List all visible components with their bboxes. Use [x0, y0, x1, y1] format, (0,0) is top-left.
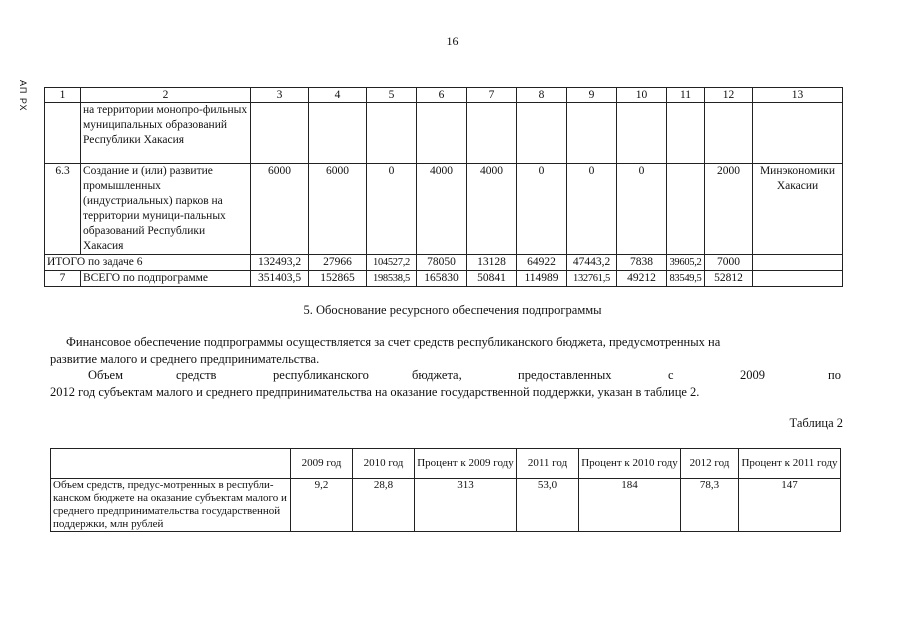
table-cell: 7838	[617, 255, 667, 271]
table-cell: 52812	[705, 271, 753, 287]
table-cell: 27966	[309, 255, 367, 271]
row-label: Объем средств, предус-мотренных в республи-канском бюджете на оказание субъектам малого и среднего предпринимательства государственной поддержки, млн рублей	[51, 479, 291, 532]
table-row-continuation	[45, 103, 843, 164]
col-number: 4	[309, 88, 367, 103]
page-number: 16	[446, 34, 459, 48]
col-number: 5	[367, 88, 417, 103]
continuation-text: на территории монопро-фильных муниципальных образований Республики Хакасия	[81, 103, 251, 164]
paragraph-2-word: 2009	[740, 368, 765, 382]
funding-volume-table	[50, 448, 841, 532]
table-cell: 53,0	[517, 479, 579, 532]
responsible-cell: Минэкономики Хакасии	[753, 164, 843, 255]
section-title: 5. Обоснование ресурсного обеспечения подпрограммы	[303, 303, 602, 317]
table-row-6-3	[45, 164, 843, 255]
table-cell: 4000	[467, 164, 517, 255]
table-cell	[667, 164, 705, 255]
col-number: 3	[251, 88, 309, 103]
paragraph-2-line-2: 2012 год субъектам малого и среднего предпринимательства на оказание государственной поддержки, указан в таблице 2.	[50, 385, 700, 399]
table-cell: 7000	[705, 255, 753, 271]
col-number: 10	[617, 88, 667, 103]
paragraph-1-line-1: Финансовое обеспечение подпрограммы осуществляется за счет средств республиканского бюджета, предусмотренных на	[66, 335, 721, 349]
table-cell: 6000	[251, 164, 309, 255]
side-label: АП РХ	[18, 80, 28, 112]
table-cell: 13128	[467, 255, 517, 271]
table-cell: 147	[739, 479, 841, 532]
table-cell: 114989	[517, 271, 567, 287]
table-cell: 6000	[309, 164, 367, 255]
table-cell: 9,2	[291, 479, 353, 532]
col-number: 6	[417, 88, 467, 103]
table-row-itogo	[45, 255, 843, 271]
column-header: 2012 год	[681, 449, 739, 479]
table-cell: 0	[517, 164, 567, 255]
column-header: 2010 год	[353, 449, 415, 479]
table-cell: 132493,2	[251, 255, 309, 271]
table-cell: 4000	[417, 164, 467, 255]
table-cell: 184	[579, 479, 681, 532]
table-cell: 28,8	[353, 479, 415, 532]
table-row	[51, 479, 841, 532]
paragraph-2-word: Объем	[88, 368, 123, 382]
column-header: Процент к 2010 году	[579, 449, 681, 479]
col-number: 8	[517, 88, 567, 103]
table-cell: 104527,2	[367, 255, 417, 271]
column-header: 2011 год	[517, 449, 579, 479]
itogo-label: ИТОГО по задаче 6	[45, 255, 251, 271]
col-number: 11	[667, 88, 705, 103]
table-cell: 0	[567, 164, 617, 255]
row-number: 7	[45, 271, 81, 287]
subprogram-funding-table	[44, 87, 843, 287]
col-number: 7	[467, 88, 517, 103]
table-cell: 198538,5	[367, 271, 417, 287]
table-cell: 152865	[309, 271, 367, 287]
paragraph-1-line-2: развитие малого и среднего предпринимательства.	[50, 352, 320, 366]
table-caption: Таблица 2	[789, 416, 843, 430]
column-header: 2009 год	[291, 449, 353, 479]
paragraph-2-word: республиканского	[273, 368, 369, 382]
table-cell: 83549,5	[667, 271, 705, 287]
row-number: 6.3	[45, 164, 81, 255]
table-cell: 64922	[517, 255, 567, 271]
table-cell: 0	[367, 164, 417, 255]
paragraph-2-word: средств	[176, 368, 217, 382]
table-header-row	[51, 449, 841, 479]
table-cell: 0	[617, 164, 667, 255]
col-number: 13	[753, 88, 843, 103]
table-cell: 49212	[617, 271, 667, 287]
vsego-label: ВСЕГО по подпрограмме	[81, 271, 251, 287]
table-cell: 78050	[417, 255, 467, 271]
column-header: Процент к 2009 году	[415, 449, 517, 479]
table-cell: 165830	[417, 271, 467, 287]
table-cell: 2000	[705, 164, 753, 255]
col-number: 12	[705, 88, 753, 103]
row-name: Создание и (или) развитие промышленных (индустриальных) парков на территории муници-пальных образований Республики Хакасия	[81, 164, 251, 255]
table-cell: 39605,2	[667, 255, 705, 271]
col-number: 9	[567, 88, 617, 103]
column-numbers-row	[45, 88, 843, 103]
paragraph-2-word: по	[828, 368, 841, 382]
table-row-vsego	[45, 271, 843, 287]
table-cell: 47443,2	[567, 255, 617, 271]
table-cell: 50841	[467, 271, 517, 287]
paragraph-2-word: с	[668, 368, 674, 382]
table-cell: 351403,5	[251, 271, 309, 287]
paragraph-2-word: бюджета,	[412, 368, 462, 382]
col-number: 1	[45, 88, 81, 103]
table-cell: 78,3	[681, 479, 739, 532]
paragraph-2-word: предоставленных	[518, 368, 612, 382]
column-header: Процент к 2011 году	[739, 449, 841, 479]
table-cell: 132761,5	[567, 271, 617, 287]
col-number: 2	[81, 88, 251, 103]
table-cell: 313	[415, 479, 517, 532]
